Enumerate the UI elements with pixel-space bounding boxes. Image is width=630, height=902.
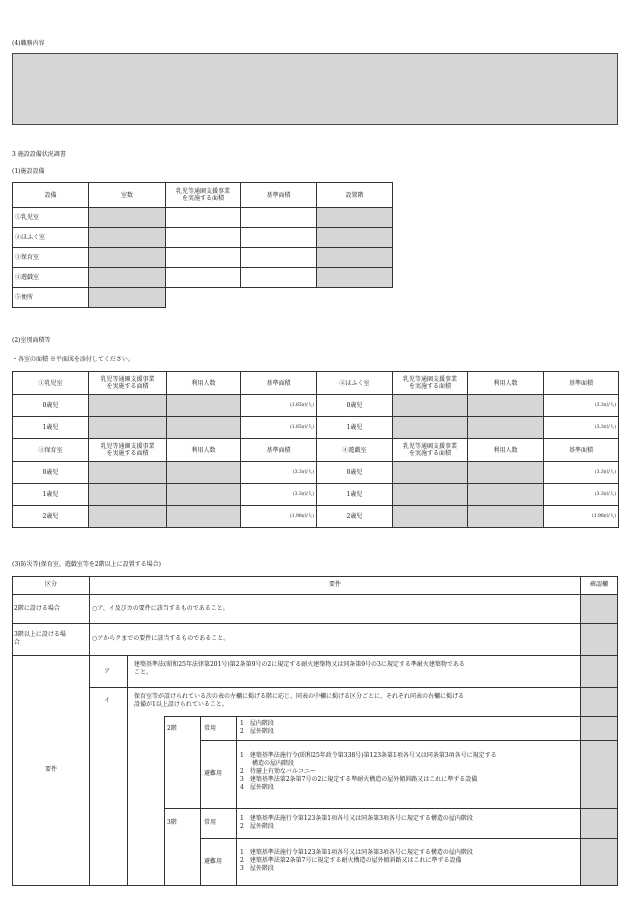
facility-cell[interactable] [317,248,393,268]
facility-row-label: ⑤便所 [13,288,89,308]
floor-3f: 3階 [167,819,177,826]
facility-header-area: 乳児等通園支援事業 を実施する面積 [166,183,241,208]
col-users: 利用人数 [167,439,241,462]
users-cell[interactable] [167,395,241,417]
f2-evac-label: 避難用 [204,770,223,777]
facility-header-standard: 基準面積 [241,183,317,208]
standard-cell: (1.65㎡/人) [241,395,317,417]
col-area: 乳児等通園支援事業 を実施する面積 [393,372,468,395]
f3-normal-text: 1 建築基準法施行令第123条第1項各号又は同条第3項各号に規定する構造の屋内階段 2 屋外階段 [240,815,473,830]
col-users: 利用人数 [167,372,241,395]
facility-row-label: ①乳児室 [13,208,89,228]
facility-cell[interactable] [166,228,241,248]
area-note: ・各室の面積 ※平面図を添付してください。 [12,356,134,363]
standard-cell: (3.3㎡/人) [544,417,619,439]
check-cell[interactable] [580,623,618,656]
facility-cell[interactable] [241,208,317,228]
facility-cell[interactable] [89,268,166,288]
area-cell[interactable] [89,506,167,528]
facility-cell[interactable] [89,248,166,268]
f2-evac-text: 1 建築基準法施行令(昭和25年政令第338号)第123条第1項各号又は同条第3項各号に規定する 構造の屋内階段 2 待避上有効なバルコニー 3 建築基準法第2条第7号の2に規定する準耐火構造の屋外傾斜路又はこれに準ずる設備 4 屋外階段 [240,752,497,791]
area-cell[interactable] [89,395,167,417]
col-standard: 基準面積 [544,372,619,395]
area-cell[interactable] [89,484,167,506]
fire-header-check: 確認欄 [589,581,608,588]
col-area: 乳児等通園支援事業 を実施する面積 [89,372,167,395]
group-label-nursery-room: ③保育室 [13,439,89,462]
f2-normal-text: 1 屋内階段 2 屋外階段 [240,720,274,735]
users-cell[interactable] [167,462,241,484]
item-a-mark: ア [104,668,111,675]
col-area: 乳児等通園支援事業 を実施する面積 [89,439,167,462]
facility-cell[interactable] [89,288,166,308]
facility-cell[interactable] [317,268,393,288]
col-users: 利用人数 [468,372,544,395]
fire-header-requirements: 要件 [328,581,341,588]
age-label: 1歳児 [13,484,89,506]
col-standard: 基準面積 [241,439,317,462]
users-cell[interactable] [468,484,544,506]
row-2f-label: 2階に設ける場合 [14,605,60,612]
duty-content-field[interactable] [12,53,618,125]
item-i-text: 保育室等が設けられている次の表の左欄に掲げる階に応じ、同表の中欄に掲げる区分ごとに、それぞれ同表の右欄に掲げる 設備が1以上設けられていること。 [134,693,465,708]
standard-cell: (1.98㎡/人) [241,506,317,528]
area-cell[interactable] [393,506,468,528]
age-label: 0歳児 [317,395,393,417]
area-cell[interactable] [393,484,468,506]
age-label: 0歳児 [13,462,89,484]
area-cell[interactable] [393,417,468,439]
standard-cell: (3.3㎡/人) [241,462,317,484]
col-users: 利用人数 [468,439,544,462]
facility-cell[interactable] [241,228,317,248]
facility-table [12,182,393,308]
facility-cell[interactable] [166,208,241,228]
facility-subheading: (1)施設設備 [12,168,45,175]
requirements-label: 要件 [44,766,57,773]
area-cell[interactable] [393,395,468,417]
age-label: 1歳児 [317,417,393,439]
item-a-text: 建築基準法(昭和25年法律第201号)第2条第9号の2に規定する耐火建築物又は同条第9号の3に規定する準耐火建築物である こと。 [134,661,465,676]
users-cell[interactable] [167,417,241,439]
group-label-infant-room: ①乳児室 [13,372,89,395]
row-2f-text: ○ア、イ及びカの要件に該当するものであること。 [92,605,229,612]
area-cell[interactable] [89,417,167,439]
facility-cell[interactable] [166,248,241,268]
standard-cell: (1.98㎡/人) [544,506,619,528]
facility-row-label: ③保育室 [13,248,89,268]
col-area: 乳児等通園支援事業 を実施する面積 [393,439,468,462]
item-i-mark: イ [104,697,111,704]
floor-2f: 2階 [167,725,177,732]
group-label-playroom: ④遊戯室 [317,439,393,462]
area-cell[interactable] [393,462,468,484]
users-cell[interactable] [167,506,241,528]
check-cell[interactable] [580,594,618,624]
users-cell[interactable] [167,484,241,506]
facility-cell[interactable] [166,268,241,288]
standard-cell: (3.3㎡/人) [544,484,619,506]
facility-cell[interactable] [317,208,393,228]
row-3f-text: ○アからクまでの要件に該当するものであること。 [92,635,230,642]
f3-evac-text: 1 建築基準法施行令第123条第1項各号又は同条第3項各号に規定する構造の屋内階段 2 建築基準法第2条第7号に規定する耐火構造の屋外傾斜路又はこれに準ずる設備 3 屋外階段 [240,849,473,872]
age-label: 0歳児 [13,395,89,417]
facility-header-equipment: 設備 [13,183,89,208]
users-cell[interactable] [468,506,544,528]
facility-cell[interactable] [89,228,166,248]
group-label-crawling-room: ②ほふく室 [317,372,393,395]
facility-header-rooms: 室数 [89,183,166,208]
age-label: 1歳児 [317,484,393,506]
f3-normal-label: 常用 [204,819,217,826]
f2-normal-label: 常用 [204,725,217,732]
facility-cell[interactable] [317,228,393,248]
fire-subheading: (3)防災等(保育室、遊戯室等を2階以上に設置する場合) [12,561,161,568]
facility-cell[interactable] [241,248,317,268]
standard-cell: (3.3㎡/人) [544,395,619,417]
users-cell[interactable] [468,417,544,439]
col-standard: 基準面積 [544,439,619,462]
area-subheading: (2)室別面積等 [12,337,51,344]
facility-header-floor: 設置階 [317,183,393,208]
col-standard: 基準面積 [241,372,317,395]
row-3f-label: 3階以上に設ける場 合 [14,631,66,646]
age-label: 0歳児 [317,462,393,484]
fire-header-division: 区分 [44,581,57,588]
age-label: 2歳児 [317,506,393,528]
standard-cell: (3.3㎡/人) [544,462,619,484]
f3-evac-label: 避難用 [204,858,223,865]
facility-row-label: ④遊戯室 [13,268,89,288]
facility-cell[interactable] [89,208,166,228]
age-label: 2歳児 [13,506,89,528]
section-3-heading: 3 施設設備状況調書 [12,151,66,158]
users-cell[interactable] [468,462,544,484]
users-cell[interactable] [468,395,544,417]
standard-cell: (1.65㎡/人) [241,417,317,439]
age-label: 1歳児 [13,417,89,439]
facility-cell[interactable] [241,268,317,288]
room-area-table [12,371,619,528]
section-4-heading: (4)職務内容 [12,40,45,47]
area-cell[interactable] [89,462,167,484]
standard-cell: (3.3㎡/人) [241,484,317,506]
facility-row-label: ②ほふく室 [13,228,89,248]
